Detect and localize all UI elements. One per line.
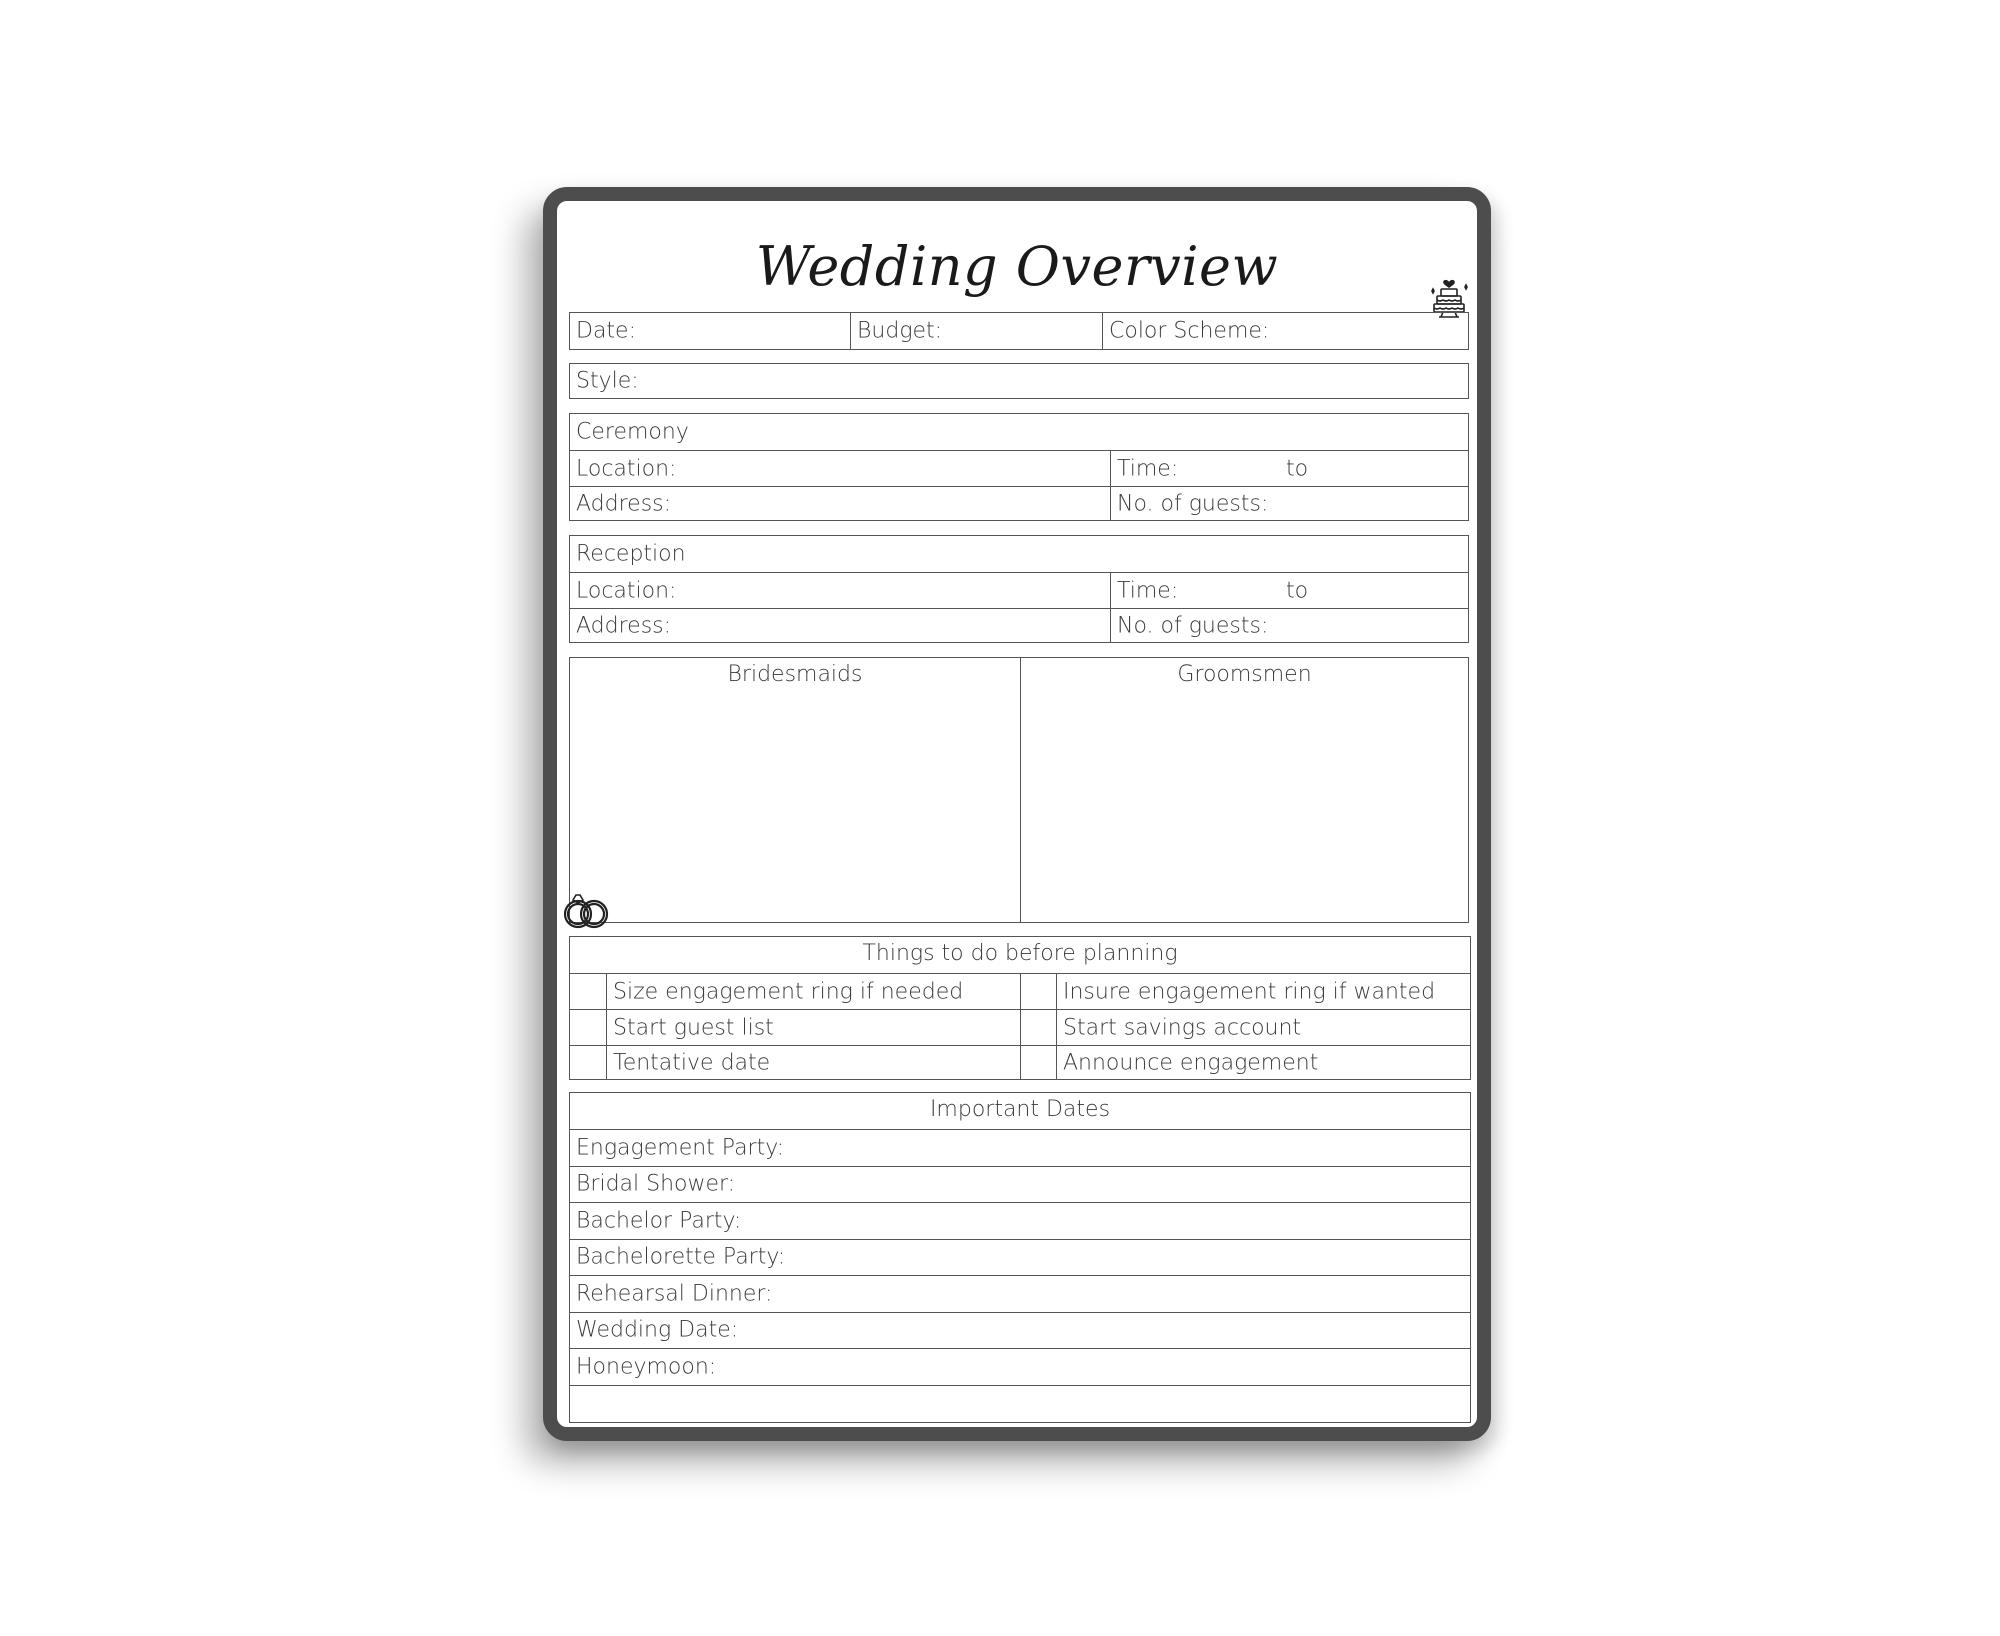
ceremony-section bbox=[569, 413, 1469, 521]
date-field[interactable] bbox=[570, 313, 850, 349]
reception-time-label: Time: bbox=[1117, 578, 1179, 603]
todo-item bbox=[606, 1009, 1020, 1045]
budget-label: Budget: bbox=[857, 318, 943, 344]
reception-address-label: Address: bbox=[576, 613, 672, 638]
todo-item-label: Announce engagement bbox=[1063, 1050, 1319, 1075]
reception-time-field[interactable] bbox=[1110, 572, 1468, 608]
ceremony-guests-field[interactable] bbox=[1110, 486, 1468, 520]
date-row-blank[interactable] bbox=[570, 1385, 1470, 1422]
todo-checkbox[interactable] bbox=[1020, 1009, 1056, 1045]
todo-item-label: Size engagement ring if needed bbox=[613, 979, 964, 1004]
date-row-label: Honeymoon: bbox=[576, 1354, 717, 1380]
style-label: Style: bbox=[576, 368, 639, 394]
todo-heading-row bbox=[570, 937, 1470, 973]
todo-item bbox=[1056, 1045, 1470, 1079]
ceremony-time-label: Time: bbox=[1117, 456, 1179, 481]
reception-heading-row bbox=[570, 536, 1468, 572]
todo-checkbox[interactable] bbox=[1020, 1045, 1056, 1079]
color-scheme-field[interactable] bbox=[1102, 313, 1468, 349]
reception-address-field[interactable] bbox=[570, 608, 1110, 642]
todo-heading: Things to do before planning bbox=[862, 941, 1178, 966]
groomsmen-heading: Groomsmen bbox=[1177, 662, 1312, 687]
reception-time-to: to bbox=[1286, 578, 1309, 603]
color-scheme-label: Color Scheme: bbox=[1109, 318, 1270, 344]
todo-item-label: Tentative date bbox=[613, 1050, 771, 1075]
ceremony-address-field[interactable] bbox=[570, 486, 1110, 520]
date-row-bachelor-party[interactable] bbox=[570, 1202, 1470, 1239]
reception-location-label: Location: bbox=[576, 578, 677, 603]
todo-checkbox[interactable] bbox=[570, 1009, 606, 1045]
date-label: Date: bbox=[576, 318, 636, 344]
budget-field[interactable] bbox=[850, 313, 1102, 349]
reception-guests-field[interactable] bbox=[1110, 608, 1468, 642]
bridesmaids-heading: Bridesmaids bbox=[727, 662, 863, 687]
ceremony-heading: Ceremony bbox=[576, 419, 689, 445]
important-dates-heading: Important Dates bbox=[929, 1097, 1111, 1122]
ceremony-guests-label: No. of guests: bbox=[1117, 491, 1269, 516]
date-row-rehearsal-dinner[interactable] bbox=[570, 1275, 1470, 1312]
todo-item-label: Start savings account bbox=[1063, 1015, 1302, 1040]
date-row-engagement-party[interactable] bbox=[570, 1129, 1470, 1166]
bridesmaids-box[interactable] bbox=[570, 658, 1020, 922]
todo-item bbox=[606, 1045, 1020, 1079]
important-dates-section bbox=[569, 1092, 1471, 1423]
todo-section bbox=[569, 936, 1471, 1080]
ceremony-heading-row bbox=[570, 414, 1468, 450]
todo-checkbox[interactable] bbox=[570, 973, 606, 1009]
reception-guests-label: No. of guests: bbox=[1117, 613, 1269, 638]
ceremony-location-field[interactable] bbox=[570, 450, 1110, 486]
todo-item bbox=[1056, 973, 1470, 1009]
date-row-label: Engagement Party: bbox=[576, 1135, 785, 1161]
todo-item bbox=[1056, 1009, 1470, 1045]
date-row-bachelorette-party[interactable] bbox=[570, 1239, 1470, 1276]
reception-section bbox=[569, 535, 1469, 643]
ceremony-location-label: Location: bbox=[576, 456, 677, 481]
date-row-label: Bachelor Party: bbox=[576, 1208, 742, 1234]
date-row-bridal-shower[interactable] bbox=[570, 1166, 1470, 1203]
todo-checkbox[interactable] bbox=[570, 1045, 606, 1079]
important-dates-heading-row bbox=[570, 1093, 1470, 1129]
ceremony-time-to: to bbox=[1286, 456, 1309, 481]
wedding-rings-icon bbox=[561, 890, 613, 930]
wedding-party-section bbox=[569, 657, 1469, 923]
summary-row bbox=[569, 312, 1469, 350]
ceremony-address-label: Address: bbox=[576, 491, 672, 516]
page-title: Wedding Overview bbox=[755, 235, 1279, 298]
ceremony-time-field[interactable] bbox=[1110, 450, 1468, 486]
date-row-wedding-date[interactable] bbox=[570, 1312, 1470, 1349]
reception-heading: Reception bbox=[576, 541, 686, 567]
todo-item bbox=[606, 973, 1020, 1009]
todo-item-label: Start guest list bbox=[613, 1015, 774, 1040]
reception-location-field[interactable] bbox=[570, 572, 1110, 608]
date-row-label: Bachelorette Party: bbox=[576, 1244, 786, 1270]
todo-checkbox[interactable] bbox=[1020, 973, 1056, 1009]
date-row-honeymoon[interactable] bbox=[570, 1348, 1470, 1385]
groomsmen-box[interactable] bbox=[1020, 658, 1468, 922]
date-row-label: Bridal Shower: bbox=[576, 1171, 736, 1197]
planner-page bbox=[561, 205, 1473, 1423]
date-row-label: Wedding Date: bbox=[576, 1317, 739, 1343]
todo-item-label: Insure engagement ring if wanted bbox=[1063, 979, 1436, 1004]
date-row-label: Rehearsal Dinner: bbox=[576, 1281, 773, 1307]
style-field[interactable] bbox=[569, 363, 1469, 399]
